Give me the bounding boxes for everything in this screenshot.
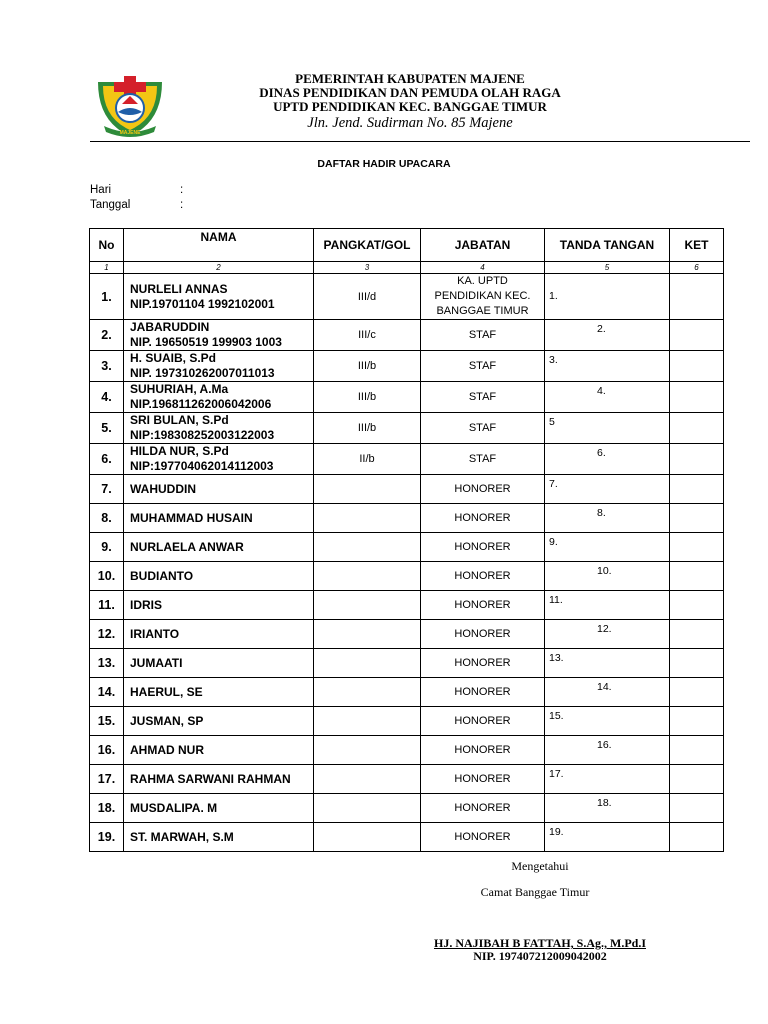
participant-nip: NIP:197704062014112003 — [130, 459, 274, 473]
name-cell — [124, 620, 314, 649]
jabatan-cell: HONORER — [421, 533, 545, 562]
ket-cell — [670, 382, 724, 413]
jabatan-cell: STAF — [421, 413, 545, 444]
header-address: Jln. Jend. Sudirman No. 85 Majene — [307, 115, 513, 131]
signature-cell[interactable] — [545, 591, 670, 620]
jabatan-cell: HONORER — [421, 591, 545, 620]
signature-cell[interactable] — [545, 382, 670, 413]
tanggal-label: Tanggal — [90, 199, 131, 211]
participant-name: WAHUDDIN — [130, 481, 196, 496]
hari-label: Hari — [90, 184, 112, 196]
jabatan-cell: KA. UPTD PENDIDIKAN KEC. BANGGAE TIMUR — [421, 274, 545, 320]
table-row — [90, 533, 724, 562]
letterhead-divider — [90, 141, 750, 142]
jabatan-cell: STAF — [421, 351, 545, 382]
ket-cell — [670, 823, 724, 852]
ket-cell — [670, 707, 724, 736]
table-row — [90, 620, 724, 649]
name-cell — [124, 649, 314, 678]
signature-number: 13. — [549, 652, 564, 664]
signature-cell[interactable] — [545, 351, 670, 382]
participant-name: SUHURIAH, A.Ma — [130, 382, 229, 396]
signature-number: 10. — [597, 565, 612, 577]
participant-name: SRI BULAN, S.Pd — [130, 413, 229, 427]
ket-cell — [670, 504, 724, 533]
header-tanda-tangan: TANDA TANGAN — [545, 229, 670, 262]
participant-nip: NIP.196811262006042006 — [130, 397, 272, 411]
participant-name: HILDA NUR, S.Pd — [130, 444, 229, 458]
jabatan-cell: HONORER — [421, 707, 545, 736]
signature-cell[interactable] — [545, 823, 670, 852]
signature-number: 18. — [597, 797, 612, 809]
table-row — [90, 649, 724, 678]
participant-name: NURLAELA ANWAR — [130, 539, 244, 554]
camat-title: Camat Banggae Timur — [480, 885, 590, 899]
row-number: 1. — [90, 274, 124, 320]
row-number: 6. — [90, 444, 124, 475]
participant-name: JUMAATI — [130, 655, 183, 670]
name-cell — [124, 591, 314, 620]
table-row — [90, 382, 724, 413]
table-row — [90, 475, 724, 504]
signature-number: 8. — [597, 507, 606, 519]
signature-number: 3. — [549, 354, 558, 366]
pangkat-cell: III/c — [314, 320, 421, 351]
name-cell — [124, 351, 314, 382]
meta-tanggal — [90, 199, 183, 211]
pangkat-cell: III/b — [314, 382, 421, 413]
row-number: 14. — [90, 678, 124, 707]
ket-cell — [670, 649, 724, 678]
participant-name: BUDIANTO — [130, 568, 194, 583]
jabatan-cell: HONORER — [421, 504, 545, 533]
signature-number: 11. — [549, 594, 563, 606]
name-cell — [124, 444, 314, 475]
name-cell — [124, 533, 314, 562]
jabatan-cell: HONORER — [421, 649, 545, 678]
table-row — [90, 413, 724, 444]
jabatan-cell: HONORER — [421, 678, 545, 707]
header-line-3: UPTD PENDIDIKAN KEC. BANGGAE TIMUR — [273, 99, 547, 114]
jabatan-cell: HONORER — [421, 794, 545, 823]
header-ket: KET — [670, 229, 724, 262]
row-number: 15. — [90, 707, 124, 736]
participant-nip: NIP. 197310262007011013 — [130, 366, 275, 380]
table-row — [90, 678, 724, 707]
attendance-table — [89, 228, 724, 852]
column-index-row — [90, 262, 724, 274]
jabatan-cell: STAF — [421, 320, 545, 351]
hari-colon: : — [180, 184, 184, 196]
participant-nip: NIP.19701104 1992102001 — [130, 296, 275, 311]
pangkat-cell: III/d — [314, 274, 421, 320]
ket-cell — [670, 736, 724, 765]
row-number: 3. — [90, 351, 124, 382]
signature-number: 17. — [549, 768, 564, 780]
ket-cell — [670, 444, 724, 475]
col-index: 4 — [421, 262, 545, 274]
name-cell — [124, 707, 314, 736]
signature-cell[interactable] — [545, 533, 670, 562]
row-number: 7. — [90, 475, 124, 504]
row-number: 17. — [90, 765, 124, 794]
name-cell — [124, 413, 314, 444]
table-row — [90, 351, 724, 382]
row-number: 9. — [90, 533, 124, 562]
ket-cell — [670, 413, 724, 444]
signature-cell[interactable] — [545, 504, 670, 533]
col-index: 3 — [314, 262, 421, 274]
ket-cell — [670, 320, 724, 351]
row-number: 12. — [90, 620, 124, 649]
table-row — [90, 591, 724, 620]
name-cell — [124, 823, 314, 852]
pangkat-cell — [314, 504, 421, 533]
name-cell — [124, 475, 314, 504]
pangkat-cell — [314, 765, 421, 794]
pangkat-cell — [314, 823, 421, 852]
pangkat-cell — [314, 620, 421, 649]
table-row — [90, 320, 724, 351]
name-cell — [124, 562, 314, 591]
regency-logo — [94, 74, 166, 140]
pangkat-cell — [314, 678, 421, 707]
signature-cell[interactable] — [545, 475, 670, 504]
participant-name: MUHAMMAD HUSAIN — [130, 510, 253, 525]
logo-text: MAJENE — [119, 130, 141, 136]
signature-cell[interactable] — [545, 794, 670, 823]
pangkat-cell — [314, 475, 421, 504]
jabatan-cell: HONORER — [421, 620, 545, 649]
ket-cell — [670, 533, 724, 562]
participant-name: JUSMAN, SP — [130, 713, 204, 728]
ket-cell — [670, 591, 724, 620]
jabatan-cell: STAF — [421, 444, 545, 475]
signature-number: 5 — [549, 416, 555, 428]
participant-nip: NIP:198308252003122003 — [130, 428, 275, 442]
signature-cell[interactable] — [545, 444, 670, 475]
row-number: 2. — [90, 320, 124, 351]
name-cell — [124, 765, 314, 794]
name-cell — [124, 320, 314, 351]
signature-cell[interactable] — [545, 320, 670, 351]
signature-number: 16. — [597, 739, 612, 751]
pangkat-cell — [314, 707, 421, 736]
signature-number: 4. — [597, 385, 606, 397]
participant-nip: NIP. 19650519 199903 1003 — [130, 335, 282, 349]
row-number: 13. — [90, 649, 124, 678]
participant-name: H. SUAIB, S.Pd — [130, 351, 217, 365]
table-row — [90, 736, 724, 765]
participant-name: ST. MARWAH, S.M — [130, 829, 234, 844]
signature-cell[interactable] — [545, 678, 670, 707]
participant-name: JABARUDDIN — [130, 320, 210, 334]
header-pangkat: PANGKAT/GOL — [314, 229, 421, 262]
jabatan-cell: HONORER — [421, 475, 545, 504]
row-number: 8. — [90, 504, 124, 533]
signature-number: 1. — [549, 290, 558, 302]
signature-cell[interactable] — [545, 707, 670, 736]
col-index: 6 — [670, 262, 724, 274]
name-cell — [124, 382, 314, 413]
signature-number: 9. — [549, 536, 558, 548]
row-number: 4. — [90, 382, 124, 413]
signature-number: 6. — [597, 447, 606, 459]
participant-name: IDRIS — [130, 597, 163, 612]
header-line-1: PEMERINTAH KABUPATEN MAJENE — [295, 71, 525, 86]
name-cell — [124, 504, 314, 533]
signature-cell[interactable] — [545, 765, 670, 794]
signature-number: 2. — [597, 323, 606, 335]
table-row — [90, 562, 724, 591]
table-row — [90, 794, 724, 823]
table-row — [90, 765, 724, 794]
row-number: 10. — [90, 562, 124, 591]
pangkat-cell — [314, 794, 421, 823]
signature-number: 19. — [549, 826, 564, 838]
table-header-row — [90, 229, 724, 262]
header-no: No — [90, 229, 124, 262]
pangkat-cell: III/b — [314, 351, 421, 382]
row-number: 5. — [90, 413, 124, 444]
pangkat-cell — [314, 736, 421, 765]
meta-hari — [90, 184, 183, 196]
participant-name: HAERUL, SE — [130, 684, 203, 699]
signature-number: 7. — [549, 478, 558, 490]
participant-name: IRIANTO — [130, 626, 180, 641]
header-line-2: DINAS PENDIDIKAN DAN PEMUDA OLAH RAGA — [259, 85, 561, 100]
row-number: 18. — [90, 794, 124, 823]
signature-cell[interactable] — [545, 562, 670, 591]
ket-cell — [670, 765, 724, 794]
table-row — [90, 444, 724, 475]
row-number: 19. — [90, 823, 124, 852]
col-index: 5 — [545, 262, 670, 274]
participant-name: MUSDALIPA. M — [130, 800, 218, 815]
document-title: DAFTAR HADIR UPACARA — [317, 158, 451, 170]
name-cell — [124, 274, 314, 320]
jabatan-cell: STAF — [421, 382, 545, 413]
pangkat-cell — [314, 649, 421, 678]
pangkat-cell — [314, 591, 421, 620]
participant-name: NURLELI ANNAS — [130, 281, 228, 296]
signature-cell[interactable] — [545, 736, 670, 765]
header-jabatan: JABATAN — [421, 229, 545, 262]
table-row — [90, 274, 724, 320]
participant-name: RAHMA SARWANI RAHMAN — [130, 771, 291, 786]
jabatan-cell: HONORER — [421, 562, 545, 591]
ket-cell — [670, 620, 724, 649]
ket-cell — [670, 794, 724, 823]
name-cell — [124, 794, 314, 823]
pangkat-cell — [314, 562, 421, 591]
ket-cell — [670, 678, 724, 707]
signature-number: 12. — [597, 623, 612, 635]
letterhead — [200, 72, 620, 132]
ket-cell — [670, 274, 724, 320]
tanggal-colon: : — [180, 199, 184, 211]
pangkat-cell — [314, 533, 421, 562]
signature-cell[interactable] — [545, 274, 670, 320]
row-number: 11. — [90, 591, 124, 620]
header-nama: NAMA — [124, 229, 314, 262]
pangkat-cell: III/b — [314, 413, 421, 444]
signature-cell[interactable] — [545, 620, 670, 649]
participant-name: AHMAD NUR — [130, 742, 204, 757]
table-row — [90, 823, 724, 852]
name-cell — [124, 678, 314, 707]
signatory-nip: NIP. 197407212009042002 — [473, 949, 607, 963]
signatory-name: HJ. NAJIBAH B FATTAH, S.Ag., M.Pd.I — [433, 936, 646, 950]
col-index: 1 — [90, 262, 124, 274]
signature-cell[interactable] — [545, 649, 670, 678]
signature-cell[interactable] — [545, 413, 670, 444]
signature-number: 14. — [597, 681, 612, 693]
col-index: 2 — [124, 262, 314, 274]
mengetahui-label: Mengetahui — [511, 859, 569, 873]
jabatan-cell: HONORER — [421, 765, 545, 794]
row-number: 16. — [90, 736, 124, 765]
pangkat-cell: II/b — [314, 444, 421, 475]
table-row — [90, 504, 724, 533]
jabatan-cell: HONORER — [421, 823, 545, 852]
ket-cell — [670, 475, 724, 504]
name-cell — [124, 736, 314, 765]
ket-cell — [670, 562, 724, 591]
table-row — [90, 707, 724, 736]
signature-number: 15. — [549, 710, 564, 722]
ket-cell — [670, 351, 724, 382]
jabatan-cell: HONORER — [421, 736, 545, 765]
